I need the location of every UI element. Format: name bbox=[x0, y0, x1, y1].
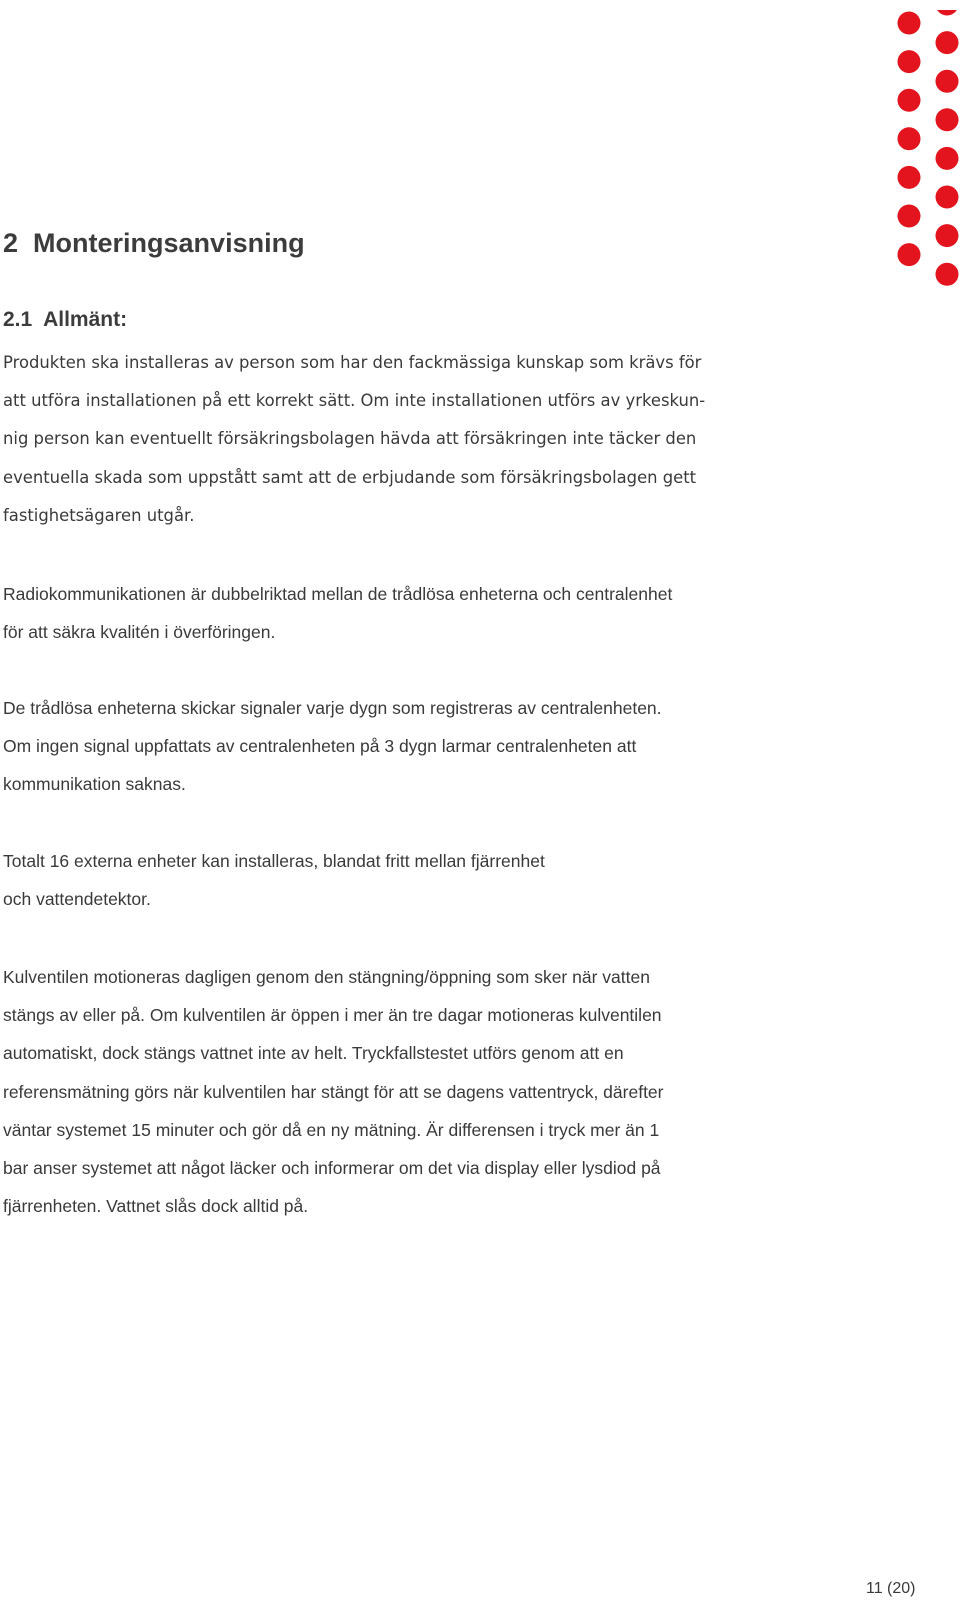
brand-dot bbox=[898, 205, 921, 228]
page-number: 11 (20) bbox=[866, 1580, 916, 1597]
paragraph-installation-requirements bbox=[3, 344, 803, 535]
paragraph-line: väntar systemet 15 minuter och gör då en ny mätning. Är differensen i tryck mer än 1 bbox=[3, 1119, 660, 1140]
paragraph-external-units bbox=[3, 842, 803, 918]
brand-dot bbox=[898, 243, 921, 266]
paragraph-line: Totalt 16 externa enheter kan installeras, blandat fritt mellan fjärrenhet bbox=[3, 851, 545, 871]
brand-dot bbox=[898, 166, 921, 189]
brand-dot bbox=[936, 31, 959, 54]
paragraph-line: Om ingen signal uppfattats av centralenheten på 3 dygn larmar centralenheten att bbox=[3, 736, 637, 757]
paragraph-line: stängs av eller på. Om kulventilen är öppen i mer än tre dagar motioneras kulventilen bbox=[3, 1005, 662, 1026]
paragraph-daily-signals bbox=[3, 689, 803, 804]
paragraph-line: för att säkra kvalitén i överföringen. bbox=[3, 622, 276, 643]
subsection-title: Allmänt: bbox=[43, 308, 128, 331]
paragraph-line: nig person kan eventuellt försäkringsbolagen hävda att försäkringen inte täcker den bbox=[3, 429, 697, 449]
brand-dot bbox=[898, 127, 921, 150]
brand-dot bbox=[898, 50, 921, 73]
brand-dot-pattern bbox=[896, 10, 960, 294]
brand-dot bbox=[898, 89, 921, 112]
subsection-number: 2.1 bbox=[3, 308, 33, 331]
paragraph-line: Produkten ska installeras av person som har den fackmässiga kunskap som krävs för bbox=[3, 353, 702, 372]
paragraph-line: automatiskt, dock stängs vattnet inte av helt. Tryckfallstestet utförs genom att en bbox=[3, 1043, 624, 1064]
brand-dot bbox=[936, 186, 959, 209]
brand-dot bbox=[936, 108, 959, 131]
brand-dot bbox=[936, 70, 959, 93]
section-title: Monteringsanvisning bbox=[33, 228, 305, 258]
brand-dot bbox=[898, 12, 921, 35]
section-number: 2 bbox=[3, 228, 19, 258]
paragraph-line: bar anser systemet att något läcker och informerar om det via display eller lysdiod på bbox=[3, 1158, 661, 1179]
paragraph-line: De trådlösa enheterna skickar signaler varje dygn som registreras av centralenheten. bbox=[3, 698, 662, 718]
paragraph-line: fastighetsägaren utgår. bbox=[3, 505, 195, 525]
brand-dot bbox=[936, 224, 959, 247]
paragraph-line: Radiokommunikationen är dubbelriktad mellan de trådlösa enheterna och centralenhet bbox=[3, 584, 673, 604]
subsection-heading bbox=[3, 308, 127, 332]
paragraph-line: referensmätning görs när kulventilen har stängt för att se dagens vattentryck, därefter bbox=[3, 1081, 664, 1102]
paragraph-radio-communication bbox=[3, 575, 803, 651]
paragraph-line: eventuella skada som uppstått samt att de erbjudande som försäkringsbolagen gett bbox=[3, 467, 697, 487]
brand-dot bbox=[936, 263, 959, 286]
section-heading bbox=[3, 228, 305, 259]
paragraph-line: kommunikation saknas. bbox=[3, 774, 186, 795]
paragraph-ball-valve-exercise bbox=[3, 958, 803, 1225]
brand-dot bbox=[936, 10, 959, 16]
paragraph-line: att utföra installationen på ett korrekt sätt. Om inte installationen utförs av yrkeskun- bbox=[3, 391, 706, 411]
paragraph-line: och vattendetektor. bbox=[3, 889, 151, 910]
brand-dot bbox=[936, 147, 959, 170]
paragraph-line: Kulventilen motioneras dagligen genom den stängning/öppning som sker när vatten bbox=[3, 967, 650, 987]
paragraph-line: fjärrenheten. Vattnet slås dock alltid på. bbox=[3, 1196, 309, 1217]
